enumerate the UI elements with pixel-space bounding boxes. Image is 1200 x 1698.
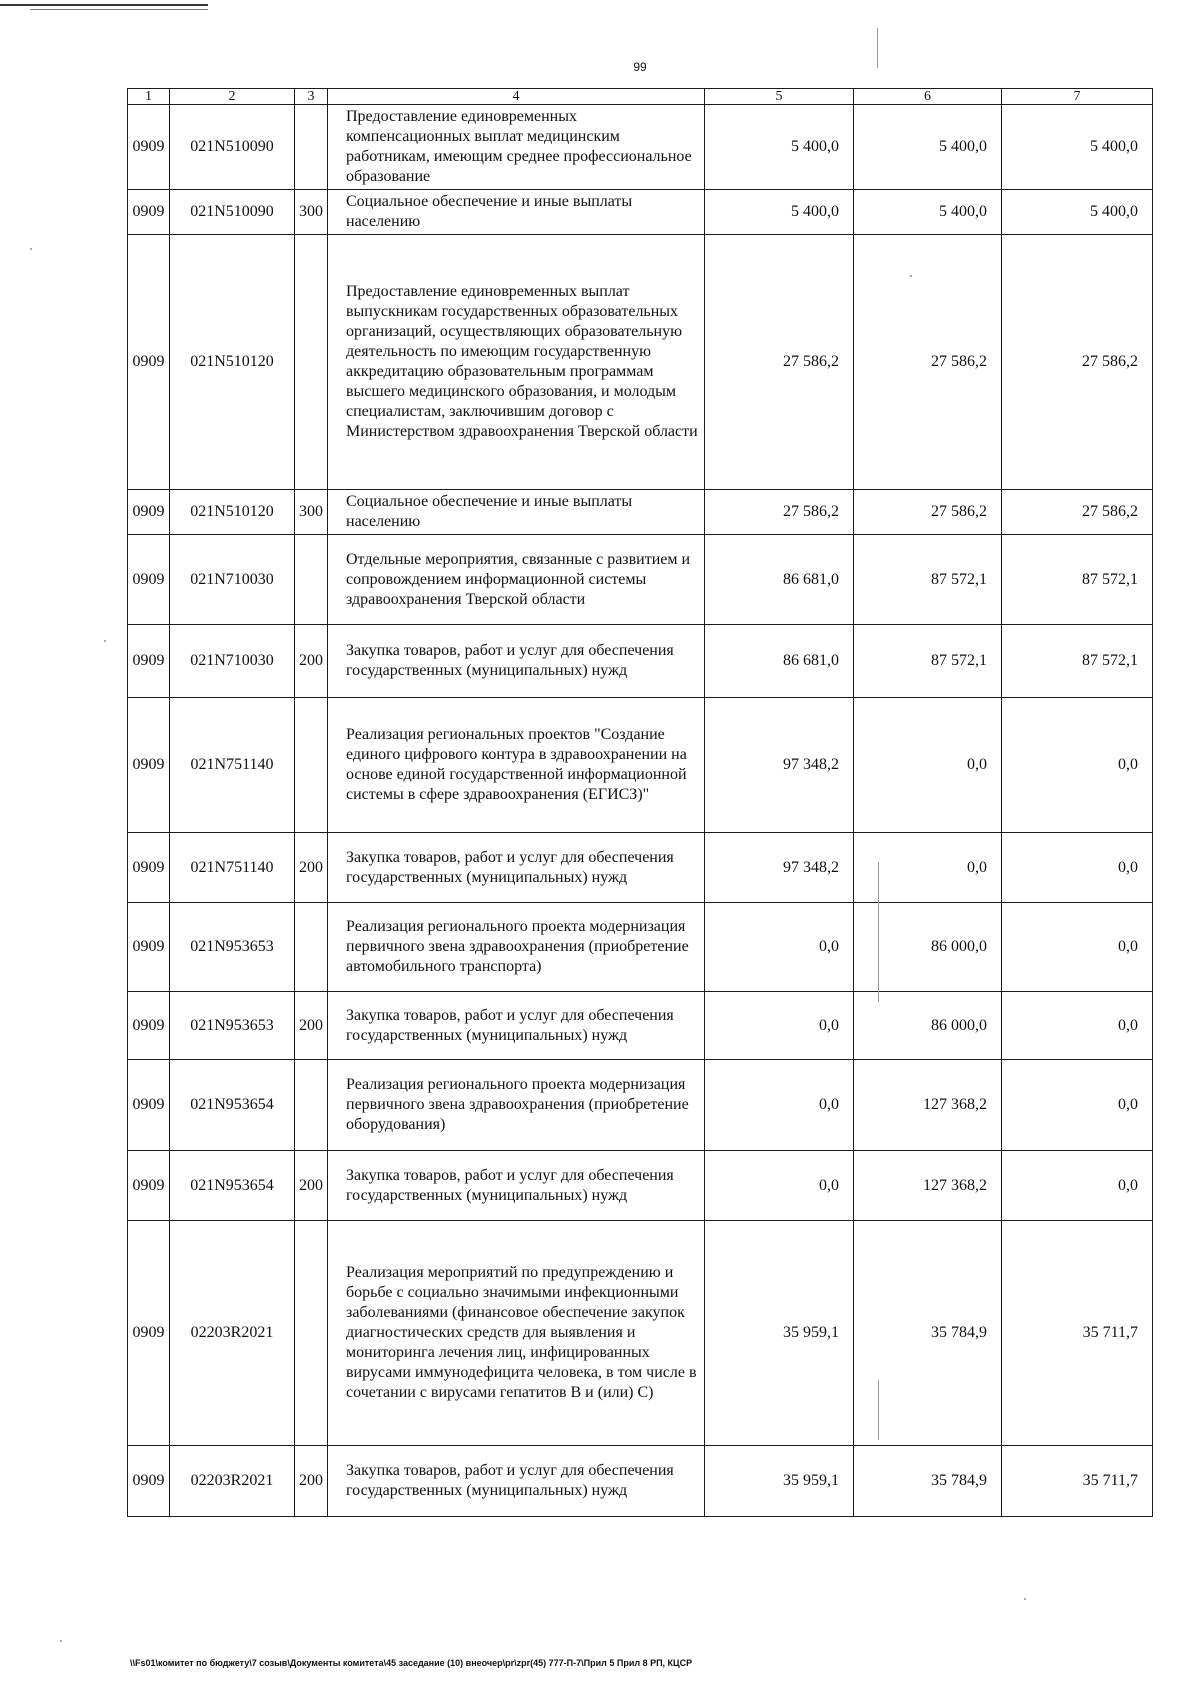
amount-col7: 27 586,2 [1002, 490, 1153, 535]
table-row [128, 1221, 1153, 1446]
amount-col5: 5 400,0 [705, 105, 854, 190]
item-name: Предоставление единовременных выплат выпускникам государственных образовательных организаций, осуществляющих образовательную деятельность по имеющим государственную аккредитацию образовательным программам высшего медицинского образования, и молодым специалистам, заключившим договор с Министерством здравоохранения Тверской области [328, 235, 705, 490]
table-row [128, 903, 1153, 992]
table-row [128, 1151, 1153, 1221]
expense-type [295, 1060, 328, 1151]
header-cell: 3 [295, 89, 328, 105]
target-code: 021N510090 [170, 105, 295, 190]
target-code: 021N953654 [170, 1151, 295, 1221]
section-code: 0909 [128, 490, 170, 535]
section-code: 0909 [128, 235, 170, 490]
section-code: 0909 [128, 1221, 170, 1446]
file-path-footer: \\Fs01\комитет по бюджету\7 созыв\Документы комитета\45 заседание (10) внеочер\pr\zpr(45) 777-П-7\Прил 5 Прил 8 РП, КЦСР [130, 1658, 693, 1668]
amount-col7: 35 711,7 [1002, 1446, 1153, 1517]
expense-type [295, 1221, 328, 1446]
target-code: 021N510090 [170, 190, 295, 235]
expense-type [295, 698, 328, 833]
section-code: 0909 [128, 535, 170, 625]
target-code: 021N510120 [170, 235, 295, 490]
amount-col6: 0,0 [854, 698, 1002, 833]
expense-type [295, 535, 328, 625]
amount-col6: 35 784,9 [854, 1221, 1002, 1446]
section-code: 0909 [128, 1151, 170, 1221]
amount-col5: 86 681,0 [705, 625, 854, 698]
item-name: Закупка товаров, работ и услуг для обеспечения государственных (муниципальных) нужд [328, 1151, 705, 1221]
target-code: 021N953653 [170, 903, 295, 992]
section-code: 0909 [128, 625, 170, 698]
target-code: 021N710030 [170, 625, 295, 698]
section-code: 0909 [128, 1446, 170, 1517]
amount-col5: 0,0 [705, 1151, 854, 1221]
amount-col7: 0,0 [1002, 698, 1153, 833]
amount-col7: 87 572,1 [1002, 535, 1153, 625]
item-name: Социальное обеспечение и иные выплаты населению [328, 190, 705, 235]
scan-artifact [877, 28, 878, 68]
amount-col5: 97 348,2 [705, 698, 854, 833]
item-name: Реализация регионального проекта модернизация первичного звена здравоохранения (приобретение автомобильного транспорта) [328, 903, 705, 992]
section-code: 0909 [128, 992, 170, 1060]
item-name: Закупка товаров, работ и услуг для обеспечения государственных (муниципальных) нужд [328, 625, 705, 698]
expense-type: 300 [295, 190, 328, 235]
amount-col5: 5 400,0 [705, 190, 854, 235]
scan-artifact [910, 275, 912, 277]
amount-col5: 35 959,1 [705, 1446, 854, 1517]
expense-type: 200 [295, 1151, 328, 1221]
amount-col5: 0,0 [705, 1060, 854, 1151]
target-code: 021N751140 [170, 698, 295, 833]
target-code: 02203R2021 [170, 1446, 295, 1517]
expense-type: 300 [295, 490, 328, 535]
amount-col6: 5 400,0 [854, 105, 1002, 190]
amount-col5: 35 959,1 [705, 1221, 854, 1446]
section-code: 0909 [128, 1060, 170, 1151]
amount-col6: 0,0 [854, 833, 1002, 903]
amount-col7: 35 711,7 [1002, 1221, 1153, 1446]
section-code: 0909 [128, 903, 170, 992]
table-row [128, 698, 1153, 833]
item-name: Закупка товаров, работ и услуг для обеспечения государственных (муниципальных) нужд [328, 1446, 705, 1517]
amount-col7: 5 400,0 [1002, 190, 1153, 235]
item-name: Реализация мероприятий по предупреждению и борьбе с социально значимыми инфекционными заболеваниями (финансовое обеспечение закупок диагностических средств для выявления и мониторинга лечения лиц, инфицированных вирусами иммунодефицита человека, в том числе в сочетании с вирусами гепатитов В и (или) С) [328, 1221, 705, 1446]
amount-col7: 0,0 [1002, 1060, 1153, 1151]
amount-col7: 0,0 [1002, 833, 1153, 903]
table-row [128, 992, 1153, 1060]
table-row [128, 235, 1153, 490]
amount-col5: 97 348,2 [705, 833, 854, 903]
amount-col6: 86 000,0 [854, 903, 1002, 992]
amount-col6: 87 572,1 [854, 535, 1002, 625]
header-cell: 7 [1002, 89, 1153, 105]
amount-col7: 0,0 [1002, 1151, 1153, 1221]
corner-rule-secondary [30, 9, 208, 10]
section-code: 0909 [128, 190, 170, 235]
table-row [128, 190, 1153, 235]
expense-type: 200 [295, 625, 328, 698]
table-row [128, 535, 1153, 625]
page-number: 99 [633, 60, 647, 74]
table-row [128, 833, 1153, 903]
header-cell: 6 [854, 89, 1002, 105]
expense-type [295, 235, 328, 490]
expense-type: 200 [295, 992, 328, 1060]
amount-col6: 27 586,2 [854, 235, 1002, 490]
header-cell: 2 [170, 89, 295, 105]
scan-artifact [30, 248, 32, 250]
amount-col6: 127 368,2 [854, 1151, 1002, 1221]
amount-col7: 27 586,2 [1002, 235, 1153, 490]
corner-rule [0, 4, 208, 6]
item-name: Отдельные мероприятия, связанные с развитием и сопровождением информационной системы здравоохранения Тверской области [328, 535, 705, 625]
item-name: Социальное обеспечение и иные выплаты населению [328, 490, 705, 535]
amount-col6: 35 784,9 [854, 1446, 1002, 1517]
target-code: 021N953654 [170, 1060, 295, 1151]
scan-artifact [60, 1640, 62, 1642]
amount-col7: 0,0 [1002, 992, 1153, 1060]
header-cell: 4 [328, 89, 705, 105]
amount-col6: 127 368,2 [854, 1060, 1002, 1151]
scan-artifact [104, 640, 106, 642]
scan-artifact [878, 862, 879, 1002]
header-cell: 1 [128, 89, 170, 105]
scan-artifact [878, 1380, 879, 1440]
expense-type [295, 903, 328, 992]
amount-col6: 86 000,0 [854, 992, 1002, 1060]
table-row [128, 1060, 1153, 1151]
target-code: 02203R2021 [170, 1221, 295, 1446]
amount-col5: 27 586,2 [705, 235, 854, 490]
section-code: 0909 [128, 833, 170, 903]
target-code: 021N710030 [170, 535, 295, 625]
target-code: 021N751140 [170, 833, 295, 903]
scan-artifact [1024, 1598, 1026, 1600]
amount-col6: 27 586,2 [854, 490, 1002, 535]
header-cell: 5 [705, 89, 854, 105]
item-name: Реализация региональных проектов "Создание единого цифрового контура в здравоохранении на основе единой государственной информационной системы в сфере здравоохранения (ЕГИСЗ)" [328, 698, 705, 833]
table-header-row [128, 89, 1153, 105]
amount-col5: 0,0 [705, 903, 854, 992]
expense-type: 200 [295, 1446, 328, 1517]
budget-table [127, 88, 1153, 1517]
item-name: Предоставление единовременных компенсационных выплат медицинским работникам, имеющим среднее профессиональное образование [328, 105, 705, 190]
section-code: 0909 [128, 698, 170, 833]
expense-type [295, 105, 328, 190]
amount-col7: 87 572,1 [1002, 625, 1153, 698]
item-name: Закупка товаров, работ и услуг для обеспечения государственных (муниципальных) нужд [328, 833, 705, 903]
amount-col5: 0,0 [705, 992, 854, 1060]
table-row [128, 1446, 1153, 1517]
amount-col7: 5 400,0 [1002, 105, 1153, 190]
amount-col5: 27 586,2 [705, 490, 854, 535]
target-code: 021N510120 [170, 490, 295, 535]
amount-col7: 0,0 [1002, 903, 1153, 992]
item-name: Реализация регионального проекта модернизация первичного звена здравоохранения (приобретение оборудования) [328, 1060, 705, 1151]
table-row [128, 105, 1153, 190]
amount-col6: 5 400,0 [854, 190, 1002, 235]
section-code: 0909 [128, 105, 170, 190]
amount-col6: 87 572,1 [854, 625, 1002, 698]
table-row [128, 625, 1153, 698]
target-code: 021N953653 [170, 992, 295, 1060]
table-row [128, 490, 1153, 535]
expense-type: 200 [295, 833, 328, 903]
item-name: Закупка товаров, работ и услуг для обеспечения государственных (муниципальных) нужд [328, 992, 705, 1060]
amount-col5: 86 681,0 [705, 535, 854, 625]
